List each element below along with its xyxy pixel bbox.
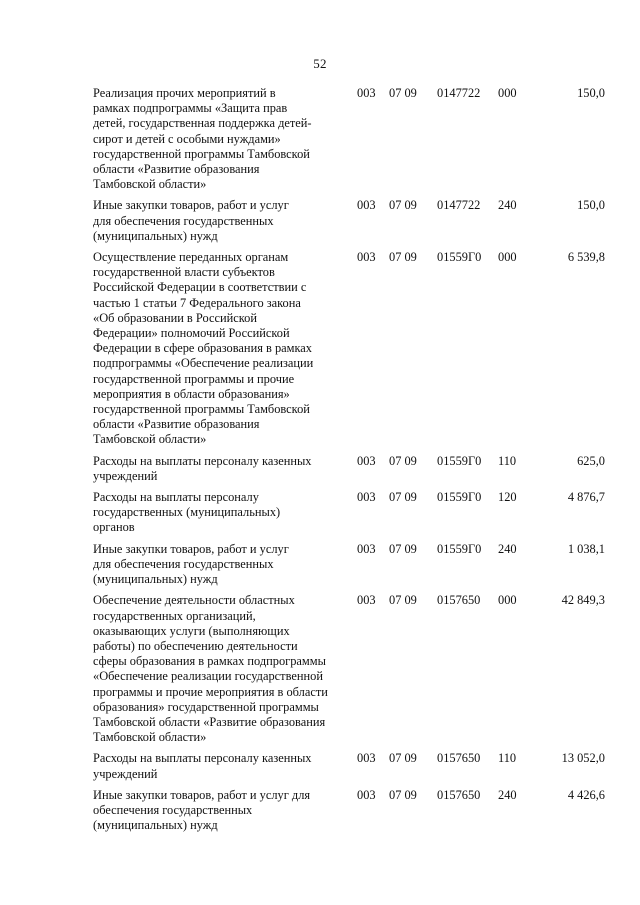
target-article-code: 0157650 xyxy=(437,787,481,802)
target-article-code: 0147722 xyxy=(437,86,481,100)
expense-type-code: 000 xyxy=(498,593,517,608)
ministry-code: 003 xyxy=(357,250,376,265)
table-row xyxy=(93,788,605,834)
row-description: Иные закупки товаров, работ и услуг для обеспечения государственных (муниципальных) нужд xyxy=(93,198,289,243)
sum-value: 13 052,0 xyxy=(561,751,605,766)
table-row xyxy=(93,542,605,588)
sum-value: 4 426,6 xyxy=(567,787,605,802)
target-article-code: 01559Г0 xyxy=(437,250,482,265)
table-row xyxy=(93,593,605,745)
row-description: Расходы на выплаты персоналу казенных учреждений xyxy=(93,751,312,781)
target-article-code: 01559Г0 xyxy=(437,453,482,468)
sum-value: 1 038,1 xyxy=(567,541,605,556)
table-row xyxy=(93,490,605,536)
section-code: 07 09 xyxy=(389,250,417,265)
expense-type-code: 120 xyxy=(498,490,517,505)
section-code: 07 09 xyxy=(389,86,417,100)
target-article-code: 0157650 xyxy=(437,593,481,608)
expense-type-code: 240 xyxy=(498,787,517,802)
section-code: 07 09 xyxy=(389,453,417,468)
ministry-code: 003 xyxy=(357,198,376,213)
expense-type-code: 240 xyxy=(498,198,517,213)
table-row xyxy=(93,86,605,192)
row-description: Реализация прочих мероприятий в рамках подпрограммы «Защита прав детей, государственная поддержка детей- сирот и детей с особыми нуждами» государственной программы Тамбовской области «Развитие образования Тамбовской области» xyxy=(93,86,312,192)
target-article-code: 01559Г0 xyxy=(437,490,482,505)
ministry-code: 003 xyxy=(357,787,376,802)
section-code: 07 09 xyxy=(389,751,417,766)
row-description: Расходы на выплаты персоналу государственных (муниципальных) органов xyxy=(93,490,281,535)
expense-type-code: 110 xyxy=(498,751,517,766)
table-row xyxy=(93,250,605,448)
row-description: Иные закупки товаров, работ и услуг для обеспечения государственных (муниципальных) нужд xyxy=(93,787,311,833)
budget-table xyxy=(93,86,605,839)
table-row xyxy=(93,454,605,484)
expense-type-code: 240 xyxy=(498,541,517,556)
section-code: 07 09 xyxy=(389,787,417,802)
ministry-code: 003 xyxy=(357,541,376,556)
page-number: 52 xyxy=(313,56,327,71)
row-description: Осуществление переданных органам государственной власти субъектов Российской Федерации в соответствии с частью 1 статьи 7 Федерального закона «Об образовании в Российской Федерации» полномочий Российской Федерации в сфере образования в рамках подпрограммы «Обеспечение реализации государственной программы и прочие мероприятия в области образования» государственной программы Тамбовской области «Развитие образования Тамбовской области» xyxy=(93,250,314,447)
ministry-code: 003 xyxy=(357,490,376,505)
section-code: 07 09 xyxy=(389,198,417,213)
expense-type-code: 110 xyxy=(498,453,517,468)
ministry-code: 003 xyxy=(357,453,376,468)
sum-value: 625,0 xyxy=(577,453,605,468)
sum-value: 42 849,3 xyxy=(561,593,605,608)
expense-type-code: 000 xyxy=(498,86,517,100)
ministry-code: 003 xyxy=(357,751,376,766)
target-article-code: 0157650 xyxy=(437,751,481,766)
row-description: Расходы на выплаты персоналу казенных учреждений xyxy=(93,453,312,483)
row-description: Обеспечение деятельности областных государственных организаций, оказывающих услуги (выполняющих работы) по обеспечению деятельности сферы образования в рамках подпрограммы «Обеспечение реализации государственной программы и прочие мероприятия в области образования» государственной программы Тамбовской области «Развитие образования Тамбовской области» xyxy=(93,593,328,745)
section-code: 07 09 xyxy=(389,490,417,505)
sum-value: 150,0 xyxy=(577,86,605,100)
ministry-code: 003 xyxy=(357,86,376,100)
expense-type-code: 000 xyxy=(498,250,517,265)
sum-value: 6 539,8 xyxy=(567,250,605,265)
section-code: 07 09 xyxy=(389,541,417,556)
target-article-code: 01559Г0 xyxy=(437,541,482,556)
sum-value: 4 876,7 xyxy=(567,490,605,505)
target-article-code: 0147722 xyxy=(437,198,481,213)
table-row xyxy=(93,751,605,781)
sum-value: 150,0 xyxy=(577,198,605,213)
ministry-code: 003 xyxy=(357,593,376,608)
row-description: Иные закупки товаров, работ и услуг для обеспечения государственных (муниципальных) нужд xyxy=(93,541,289,587)
section-code: 07 09 xyxy=(389,593,417,608)
table-row xyxy=(93,198,605,244)
